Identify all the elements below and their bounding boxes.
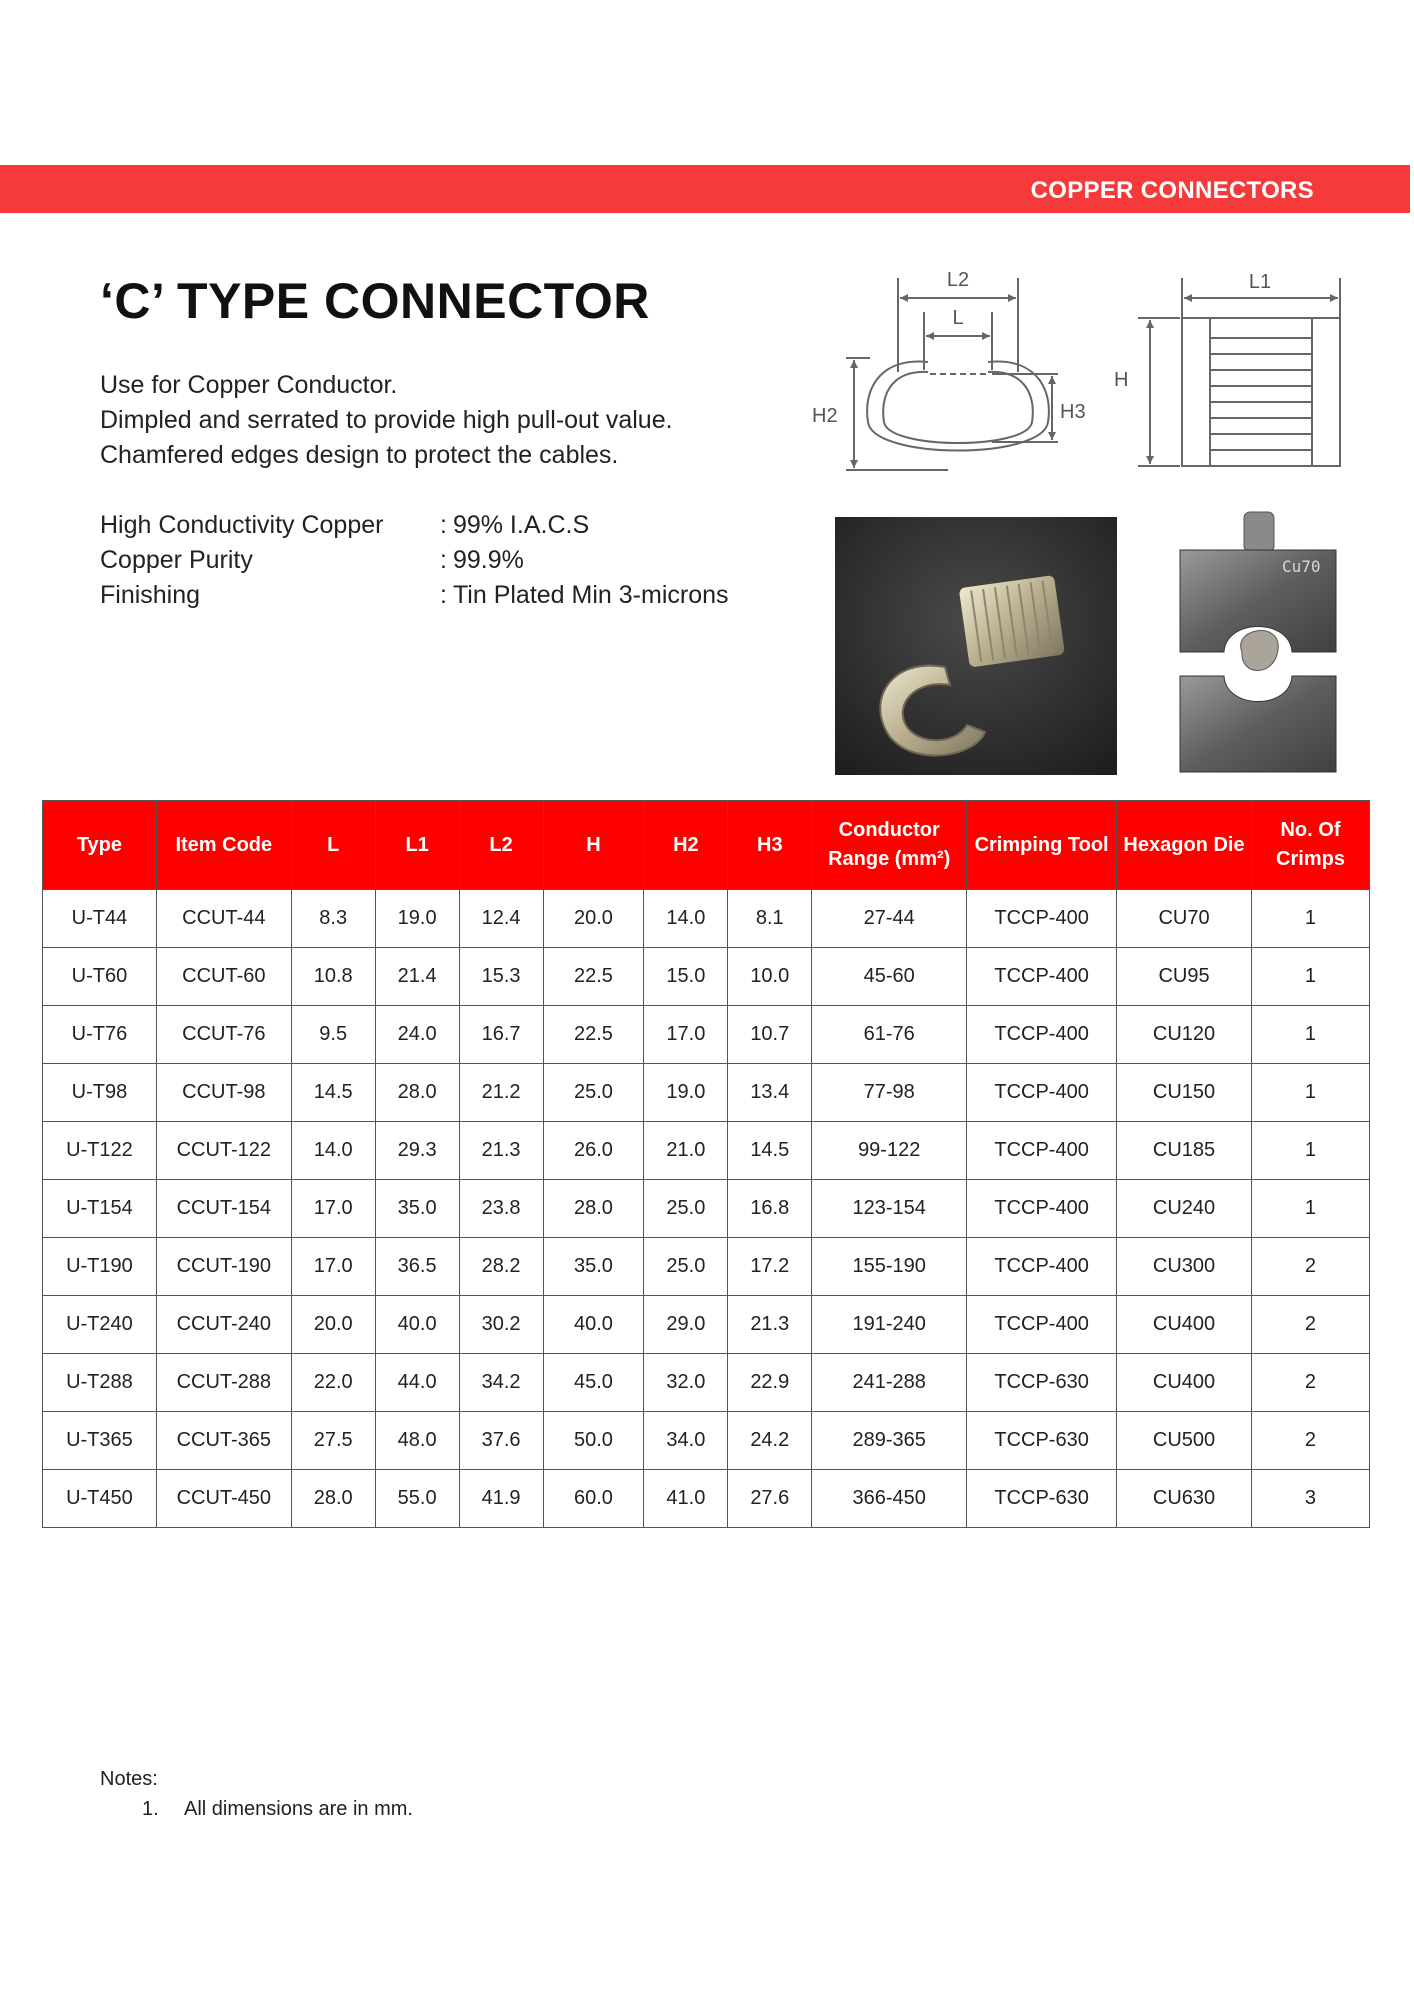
table-cell: TCCP-400: [967, 948, 1117, 1006]
table-cell: 1: [1251, 1006, 1369, 1064]
table-cell: 15.0: [644, 948, 728, 1006]
table-cell: 28.0: [291, 1470, 375, 1528]
table-cell: 10.7: [728, 1006, 812, 1064]
table-row: [43, 1238, 1370, 1296]
notes-heading: Notes:: [100, 1768, 158, 1790]
table-cell: TCCP-400: [967, 890, 1117, 948]
spec-row: Copper Purity : 99.9%: [100, 543, 729, 578]
table-cell: 50.0: [543, 1412, 644, 1470]
table-cell: TCCP-400: [967, 1296, 1117, 1354]
table-cell: CCUT-190: [156, 1238, 291, 1296]
table-row: [43, 1180, 1370, 1238]
table-cell: 25.0: [644, 1238, 728, 1296]
table-cell: 21.0: [644, 1122, 728, 1180]
table-cell: 25.0: [644, 1180, 728, 1238]
column-header: H3: [728, 801, 812, 890]
column-header: L2: [459, 801, 543, 890]
table-cell: 20.0: [543, 890, 644, 948]
table-cell: 24.0: [375, 1006, 459, 1064]
table-cell: 77-98: [812, 1064, 967, 1122]
table-cell: 29.3: [375, 1122, 459, 1180]
description-line: Use for Copper Conductor.: [100, 371, 398, 399]
table-cell: TCCP-400: [967, 1064, 1117, 1122]
table-cell: 41.9: [459, 1470, 543, 1528]
table-cell: 55.0: [375, 1470, 459, 1528]
table-cell: 35.0: [375, 1180, 459, 1238]
spec-value: 99.9%: [452, 546, 524, 574]
table-cell: 21.3: [728, 1296, 812, 1354]
table-cell: 36.5: [375, 1238, 459, 1296]
connector-product-photo: [835, 517, 1117, 775]
table-cell: 2: [1251, 1296, 1369, 1354]
table-cell: CCUT-450: [156, 1470, 291, 1528]
table-cell: CCUT-240: [156, 1296, 291, 1354]
spec-row: Finishing : Tin Plated Min 3-microns: [100, 578, 729, 613]
dim-label-h3: H3: [1060, 401, 1086, 423]
table-cell: 1: [1251, 1122, 1369, 1180]
page-title: ‘C’ TYPE CONNECTOR: [100, 273, 650, 329]
connector-side-view-diagram: [1112, 262, 1348, 484]
table-cell: 1: [1251, 1180, 1369, 1238]
table-cell: TCCP-630: [967, 1470, 1117, 1528]
table-cell: 19.0: [375, 890, 459, 948]
table-cell: 44.0: [375, 1354, 459, 1412]
table-cell: 23.8: [459, 1180, 543, 1238]
table-cell: 21.4: [375, 948, 459, 1006]
table-cell: 1: [1251, 890, 1369, 948]
table-cell: CU400: [1117, 1354, 1252, 1412]
table-cell: U-T190: [43, 1238, 157, 1296]
table-cell: 2: [1251, 1412, 1369, 1470]
table-cell: U-T450: [43, 1470, 157, 1528]
table-cell: TCCP-630: [967, 1412, 1117, 1470]
table-cell: 26.0: [543, 1122, 644, 1180]
hexagon-die-photo: [1170, 510, 1346, 778]
table-cell: U-T288: [43, 1354, 157, 1412]
table-row: [43, 948, 1370, 1006]
table-cell: 27-44: [812, 890, 967, 948]
table-cell: 27.6: [728, 1470, 812, 1528]
table-cell: 14.5: [728, 1122, 812, 1180]
table-cell: CU500: [1117, 1412, 1252, 1470]
table-cell: 34.2: [459, 1354, 543, 1412]
table-cell: CCUT-44: [156, 890, 291, 948]
table-cell: U-T44: [43, 890, 157, 948]
table-cell: 40.0: [543, 1296, 644, 1354]
table-cell: 1: [1251, 1064, 1369, 1122]
table-cell: CU400: [1117, 1296, 1252, 1354]
table-cell: CCUT-60: [156, 948, 291, 1006]
column-header: Conductor Range (mm²): [812, 801, 967, 890]
table-cell: TCCP-400: [967, 1238, 1117, 1296]
column-header: Hexagon Die: [1117, 801, 1252, 890]
column-header: H2: [644, 801, 728, 890]
table-cell: CU70: [1117, 890, 1252, 948]
table-row: [43, 1122, 1370, 1180]
die-marking: Cu70: [1282, 557, 1321, 576]
table-cell: TCCP-400: [967, 1180, 1117, 1238]
note-item: [100, 1794, 413, 1824]
column-header: L: [291, 801, 375, 890]
table-cell: 16.7: [459, 1006, 543, 1064]
table-cell: 99-122: [812, 1122, 967, 1180]
column-header: Crimping Tool: [967, 801, 1117, 890]
note-number: 1.: [142, 1798, 159, 1820]
table-cell: 17.2: [728, 1238, 812, 1296]
table-cell: 28.2: [459, 1238, 543, 1296]
connector-front-view-diagram: [808, 262, 1108, 484]
table-cell: U-T98: [43, 1064, 157, 1122]
table-cell: 1: [1251, 948, 1369, 1006]
dim-label-h2: H2: [812, 405, 838, 427]
table-cell: 34.0: [644, 1412, 728, 1470]
table-cell: 2: [1251, 1238, 1369, 1296]
table-cell: 48.0: [375, 1412, 459, 1470]
table-row: [43, 1006, 1370, 1064]
table-cell: 22.0: [291, 1354, 375, 1412]
spec-row: High Conductivity Copper : 99% I.A.C.S: [100, 508, 729, 543]
table-cell: 22.5: [543, 948, 644, 1006]
table-row: [43, 1064, 1370, 1122]
notes-section: [100, 1764, 413, 1824]
column-header: H: [543, 801, 644, 890]
table-cell: U-T76: [43, 1006, 157, 1064]
product-description: [100, 368, 673, 473]
table-cell: CCUT-98: [156, 1064, 291, 1122]
connector-spec-table: [42, 800, 1370, 1528]
table-cell: 30.2: [459, 1296, 543, 1354]
spec-value: 99% I.A.C.S: [452, 511, 590, 539]
table-cell: 28.0: [543, 1180, 644, 1238]
table-cell: CCUT-76: [156, 1006, 291, 1064]
description-line: Chamfered edges design to protect the cables.: [100, 441, 619, 469]
table-cell: U-T154: [43, 1180, 157, 1238]
table-cell: CU150: [1117, 1064, 1252, 1122]
table-cell: 17.0: [291, 1180, 375, 1238]
table-cell: 366-450: [812, 1470, 967, 1528]
table-cell: TCCP-400: [967, 1006, 1117, 1064]
table-cell: CU300: [1117, 1238, 1252, 1296]
table-cell: 35.0: [543, 1238, 644, 1296]
table-cell: 61-76: [812, 1006, 967, 1064]
table-cell: 17.0: [644, 1006, 728, 1064]
table-cell: 41.0: [644, 1470, 728, 1528]
table-cell: TCCP-400: [967, 1122, 1117, 1180]
dim-label-h: H: [1114, 369, 1129, 391]
table-cell: 123-154: [812, 1180, 967, 1238]
table-cell: 19.0: [644, 1064, 728, 1122]
dim-label-l: L: [952, 307, 964, 329]
table-cell: CU185: [1117, 1122, 1252, 1180]
column-header: Item Code: [156, 801, 291, 890]
table-cell: 29.0: [644, 1296, 728, 1354]
table-cell: 16.8: [728, 1180, 812, 1238]
spec-value: Tin Plated Min 3-microns: [452, 581, 729, 609]
table-cell: CCUT-122: [156, 1122, 291, 1180]
column-header: No. Of Crimps: [1251, 801, 1369, 890]
table-cell: 12.4: [459, 890, 543, 948]
table-cell: 27.5: [291, 1412, 375, 1470]
table-cell: CU120: [1117, 1006, 1252, 1064]
column-header: Type: [43, 801, 157, 890]
table-cell: 9.5: [291, 1006, 375, 1064]
table-cell: 13.4: [728, 1064, 812, 1122]
table-cell: 21.3: [459, 1122, 543, 1180]
table-cell: CCUT-365: [156, 1412, 291, 1470]
dim-label-l2: L2: [946, 269, 970, 291]
table-cell: 15.3: [459, 948, 543, 1006]
spec-label: High Conductivity Copper: [100, 511, 384, 539]
table-cell: CU630: [1117, 1470, 1252, 1528]
table-cell: 21.2: [459, 1064, 543, 1122]
table-cell: 40.0: [375, 1296, 459, 1354]
table-header-row: [43, 801, 1370, 890]
table-cell: 22.5: [543, 1006, 644, 1064]
table-cell: 60.0: [543, 1470, 644, 1528]
category-label: COPPER CONNECTORS: [1030, 177, 1314, 204]
spec-label: Finishing: [100, 581, 201, 609]
column-header: L1: [375, 801, 459, 890]
table-cell: 2: [1251, 1354, 1369, 1412]
table-cell: 289-365: [812, 1412, 967, 1470]
spec-label: Copper Purity: [100, 546, 253, 574]
table-cell: TCCP-630: [967, 1354, 1117, 1412]
table-cell: 17.0: [291, 1238, 375, 1296]
table-cell: CU240: [1117, 1180, 1252, 1238]
table-row: [43, 1412, 1370, 1470]
table-cell: U-T365: [43, 1412, 157, 1470]
table-cell: 8.3: [291, 890, 375, 948]
table-cell: 25.0: [543, 1064, 644, 1122]
table-cell: 14.0: [291, 1122, 375, 1180]
table-cell: 37.6: [459, 1412, 543, 1470]
table-row: [43, 1470, 1370, 1528]
table-cell: CU95: [1117, 948, 1252, 1006]
table-cell: 10.0: [728, 948, 812, 1006]
table-cell: 191-240: [812, 1296, 967, 1354]
table-cell: CCUT-288: [156, 1354, 291, 1412]
table-cell: 155-190: [812, 1238, 967, 1296]
note-text: All dimensions are in mm.: [184, 1798, 413, 1820]
table-cell: 45-60: [812, 948, 967, 1006]
table-cell: U-T240: [43, 1296, 157, 1354]
table-cell: 24.2: [728, 1412, 812, 1470]
table-cell: 28.0: [375, 1064, 459, 1122]
header-banner: [0, 165, 1410, 213]
dim-label-l1: L1: [1248, 271, 1272, 293]
table-cell: 45.0: [543, 1354, 644, 1412]
table-cell: 20.0: [291, 1296, 375, 1354]
table-cell: 241-288: [812, 1354, 967, 1412]
table-cell: 10.8: [291, 948, 375, 1006]
material-specs: [100, 508, 729, 613]
table-cell: 32.0: [644, 1354, 728, 1412]
table-cell: CCUT-154: [156, 1180, 291, 1238]
table-row: [43, 1296, 1370, 1354]
table-row: [43, 890, 1370, 948]
table-cell: 22.9: [728, 1354, 812, 1412]
description-line: Dimpled and serrated to provide high pull-out value.: [100, 406, 673, 434]
table-cell: 14.0: [644, 890, 728, 948]
table-cell: 8.1: [728, 890, 812, 948]
table-cell: 14.5: [291, 1064, 375, 1122]
table-cell: U-T122: [43, 1122, 157, 1180]
table-cell: 3: [1251, 1470, 1369, 1528]
table-row: [43, 1354, 1370, 1412]
table-cell: U-T60: [43, 948, 157, 1006]
